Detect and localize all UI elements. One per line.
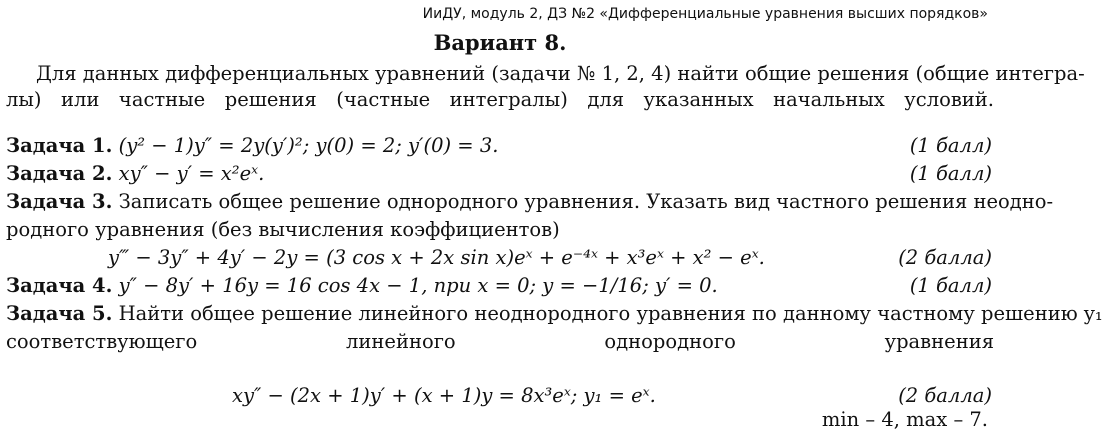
task-4-points: (1 балл) — [909, 274, 992, 297]
task-4 — [6, 274, 718, 297]
task-5-label: Задача 5. — [6, 302, 113, 325]
task-2-equation: xy″ − y′ = x²eˣ. — [118, 162, 265, 185]
task-5-points: (2 балла) — [898, 384, 992, 407]
task-5-equation: xy″ − (2x + 1)y′ + (x + 1)y = 8x³eˣ; y₁ = eˣ. — [232, 384, 656, 407]
task-5-text: Найти общее решение линейного неоднородного уравнения по данному частному решению y₁ — [118, 302, 1103, 325]
task-1-points: (1 балл) — [909, 134, 992, 157]
task-2 — [6, 162, 264, 185]
task-1-equation: (y² − 1)y″ = 2y(y′)²; y(0) = 2; y′(0) = 3. — [118, 134, 499, 157]
task-3 — [6, 190, 1053, 213]
variant-title: Вариант 8. — [433, 30, 567, 55]
document-header: ИиДУ, модуль 2, ДЗ №2 «Дифференциальные уравнения высших порядков» — [422, 6, 988, 22]
intro-line-1: Для данных дифференциальных уравнений (задачи № 1, 2, 4) найти общие решения (общие интегра- — [36, 62, 1085, 85]
task-3-label: Задача 3. — [6, 190, 113, 213]
task-1-label: Задача 1. — [6, 134, 113, 157]
task-4-label: Задача 4. — [6, 274, 113, 297]
task-1 — [6, 134, 498, 157]
task-3-text-2: родного уравнения (без вычисления коэффициентов) — [6, 218, 560, 241]
task-3-equation: y‴ − 3y″ + 4y′ − 2y = (3 cos x + 2x sin x)eˣ + e⁻⁴ˣ + x³eˣ + x² − eˣ. — [108, 246, 765, 269]
task-3-text: Записать общее решение однородного уравнения. Указать вид частного решения неодно- — [118, 190, 1054, 213]
score-range: min – 4, max – 7. — [821, 408, 988, 431]
task-2-points: (1 балл) — [909, 162, 992, 185]
task-3-points: (2 балла) — [898, 246, 992, 269]
task-5 — [6, 302, 1103, 325]
task-4-equation: y″ − 8y′ + 16y = 16 cos 4x − 1, при x = 0; y = −1/16; y′ = 0. — [118, 274, 718, 297]
task-5-text-2: соответствующего линейного однородного уравнения — [6, 330, 994, 353]
task-2-label: Задача 2. — [6, 162, 113, 185]
intro-line-2: лы) или частные решения (частные интегралы) для указанных начальных условий. — [6, 88, 994, 111]
